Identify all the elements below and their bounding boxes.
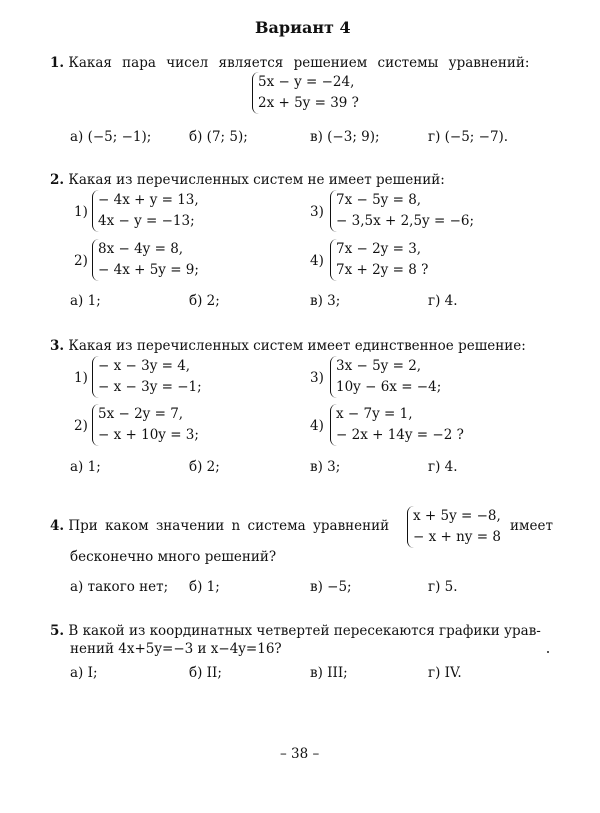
option-label: 1) [74,204,88,220]
system-option-2[interactable] [92,239,199,281]
option-label: 4) [310,253,324,269]
question-4-text-after: имеет [510,518,553,534]
equation: − 2x + 14y = −2 ? [336,427,464,443]
option-label: 4) [310,418,324,434]
question-5-text-line2: нений 4x+5y=−3 и x−4y=16? [70,641,282,657]
answer-option[interactable]: г) 5. [428,579,458,595]
answer-option[interactable]: б) II; [189,665,222,681]
answer-option[interactable]: б) 2; [189,293,220,309]
answer-option[interactable]: а) (−5; −1); [70,129,152,145]
option-label: 3) [310,370,324,386]
answer-option[interactable]: а) 1; [70,293,101,309]
equation: x + 5y = −8, [413,508,501,524]
answer-option[interactable]: в) (−3; 9); [310,129,380,145]
answer-option[interactable]: б) (7; 5); [189,129,248,145]
equation: 7x − 2y = 3, [336,241,422,257]
answer-option[interactable]: в) 3; [310,459,341,475]
question-3-text: Какая из перечисленных систем имеет единственное решение: [68,338,526,354]
question-5 [50,623,541,639]
answer-option[interactable]: в) 3; [310,293,341,309]
answer-option[interactable]: б) 1; [189,579,220,595]
speck [547,651,549,653]
question-4-number: 4. [50,518,65,534]
answer-option[interactable]: б) 2; [189,459,220,475]
equation: 5x − 2y = 7, [98,406,184,422]
question-1-text: Какая пара чисел является решением системы уравнений: [68,55,530,71]
question-5-text: В какой из координатных четвертей пересекаются графики урав- [68,623,541,639]
answer-option[interactable]: г) 4. [428,459,458,475]
question-4-system [407,506,501,548]
question-1 [50,55,529,71]
answer-option[interactable]: г) (−5; −7). [428,129,509,145]
answer-option[interactable]: а) 1; [70,459,101,475]
equation: − x − 3y = −1; [98,379,202,395]
equation: − x − 3y = 4, [98,358,191,374]
option-label: 2) [74,418,88,434]
equation: − 4x + 5y = 9; [98,262,199,278]
question-2-number: 2. [50,172,65,188]
question-1-number: 1. [50,55,65,71]
answer-option[interactable]: а) I; [70,665,98,681]
equation: − x + 10y = 3; [98,427,199,443]
option-label: 3) [310,204,324,220]
question-1-system [252,72,359,114]
equation: 4x − y = −13; [98,213,195,229]
question-3-number: 3. [50,338,65,354]
system-option-1[interactable] [92,190,199,232]
answer-option[interactable]: а) такого нет; [70,579,169,595]
question-2 [50,172,445,188]
answer-option[interactable]: г) IV. [428,665,462,681]
question-4-text: При каком значении n система уравнений [68,518,390,534]
question-5-number: 5. [50,623,65,639]
equation: x − 7y = 1, [336,406,413,422]
equation: − x + ny = 8 [413,529,501,545]
answer-option[interactable]: в) III; [310,665,348,681]
system-option-4[interactable] [330,239,428,281]
equation: 8x − 4y = 8, [98,241,184,257]
equation: 10y − 6x = −4; [336,379,442,395]
equation: − 4x + y = 13, [98,192,199,208]
system-option-2[interactable] [92,404,199,446]
equation: 5x − y = −24, [258,74,355,90]
equation: − 3,5x + 2,5y = −6; [336,213,475,229]
system-option-1[interactable] [92,356,202,398]
equation: 3x − 5y = 2, [336,358,422,374]
question-4-text-line2: бесконечно много решений? [70,549,277,565]
page-number: – 38 – [280,746,320,762]
equation: 2x + 5y = 39 ? [258,95,359,111]
option-label: 2) [74,253,88,269]
equation: 7x + 2y = 8 ? [336,262,429,278]
system-option-3[interactable] [330,356,441,398]
question-3 [50,338,526,354]
equation: 7x − 5y = 8, [336,192,422,208]
answer-option[interactable]: в) −5; [310,579,352,595]
option-label: 1) [74,370,88,386]
page-title: Вариант 4 [255,18,351,37]
question-2-text: Какая из перечисленных систем не имеет решений: [68,172,445,188]
question-4 [50,518,389,534]
system-option-3[interactable] [330,190,474,232]
system-option-4[interactable] [330,404,464,446]
answer-option[interactable]: г) 4. [428,293,458,309]
